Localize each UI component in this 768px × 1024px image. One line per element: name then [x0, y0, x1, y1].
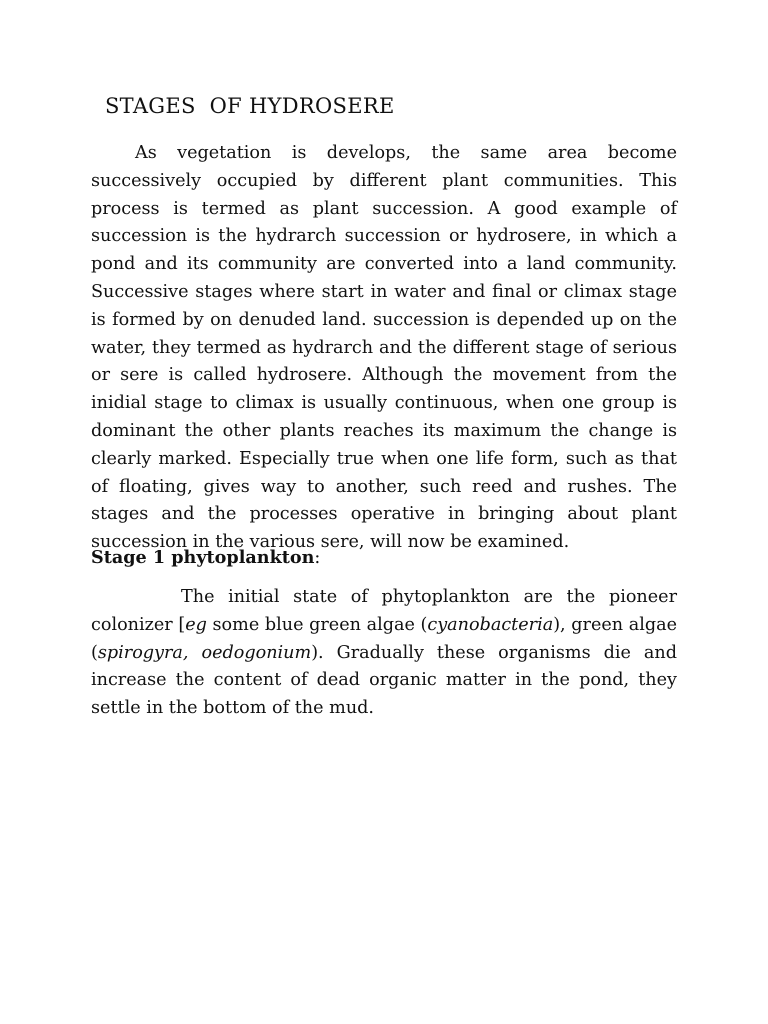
stage-1-heading-colon: :: [314, 548, 321, 568]
stage-1-heading-text: Stage 1 phytoplankton: [91, 547, 315, 568]
stage-1-italic-eg: eg: [185, 614, 207, 635]
stage-1-heading: [91, 544, 320, 573]
stage-1-text-part-1: The initial state of phytoplankton are the pioneer colonizer [: [91, 587, 677, 635]
intro-paragraph: As vegetation is develops, the same area become successively occupied by different plant communities. This process is termed as plant succession. A good example of succession is the hydrarch succession or hydrosere, in which a pond and its community are converted into a land community. Successive stages where start in water and final or climax stage is formed by on denuded land. succession is depended up on the water, they termed as hydrarch and the different stage of serious or sere is called hydrosere. Although the movement from the inidial stage to climax is usually continuous, when one group is dominant the other plants reaches its maximum the change is clearly marked. Especially true when one life form, such as that of floating, gives way to another, such reed and rushes. The stages and the processes operative in bringing about plant succession in the various sere, will now be examined.: [91, 143, 677, 553]
stage-1-italic-cyanobacteria: cyanobacteria: [427, 614, 554, 635]
stage-1-paragraph: [91, 584, 677, 723]
page-title: STAGES OF HYDROSERE: [105, 94, 395, 118]
stage-1-text-part-3: ), green algae (: [91, 614, 678, 663]
stage-1-text-part-2: some blue green algae (: [206, 614, 428, 635]
stage-1-italic-spirogyra: spirogyra, oedogonium: [97, 642, 312, 663]
stage-1-text-part-4: ). Gradually these organisms die and increase the content of dead organic matter in the pond, they settle in the bottom of the mud.: [91, 642, 677, 719]
